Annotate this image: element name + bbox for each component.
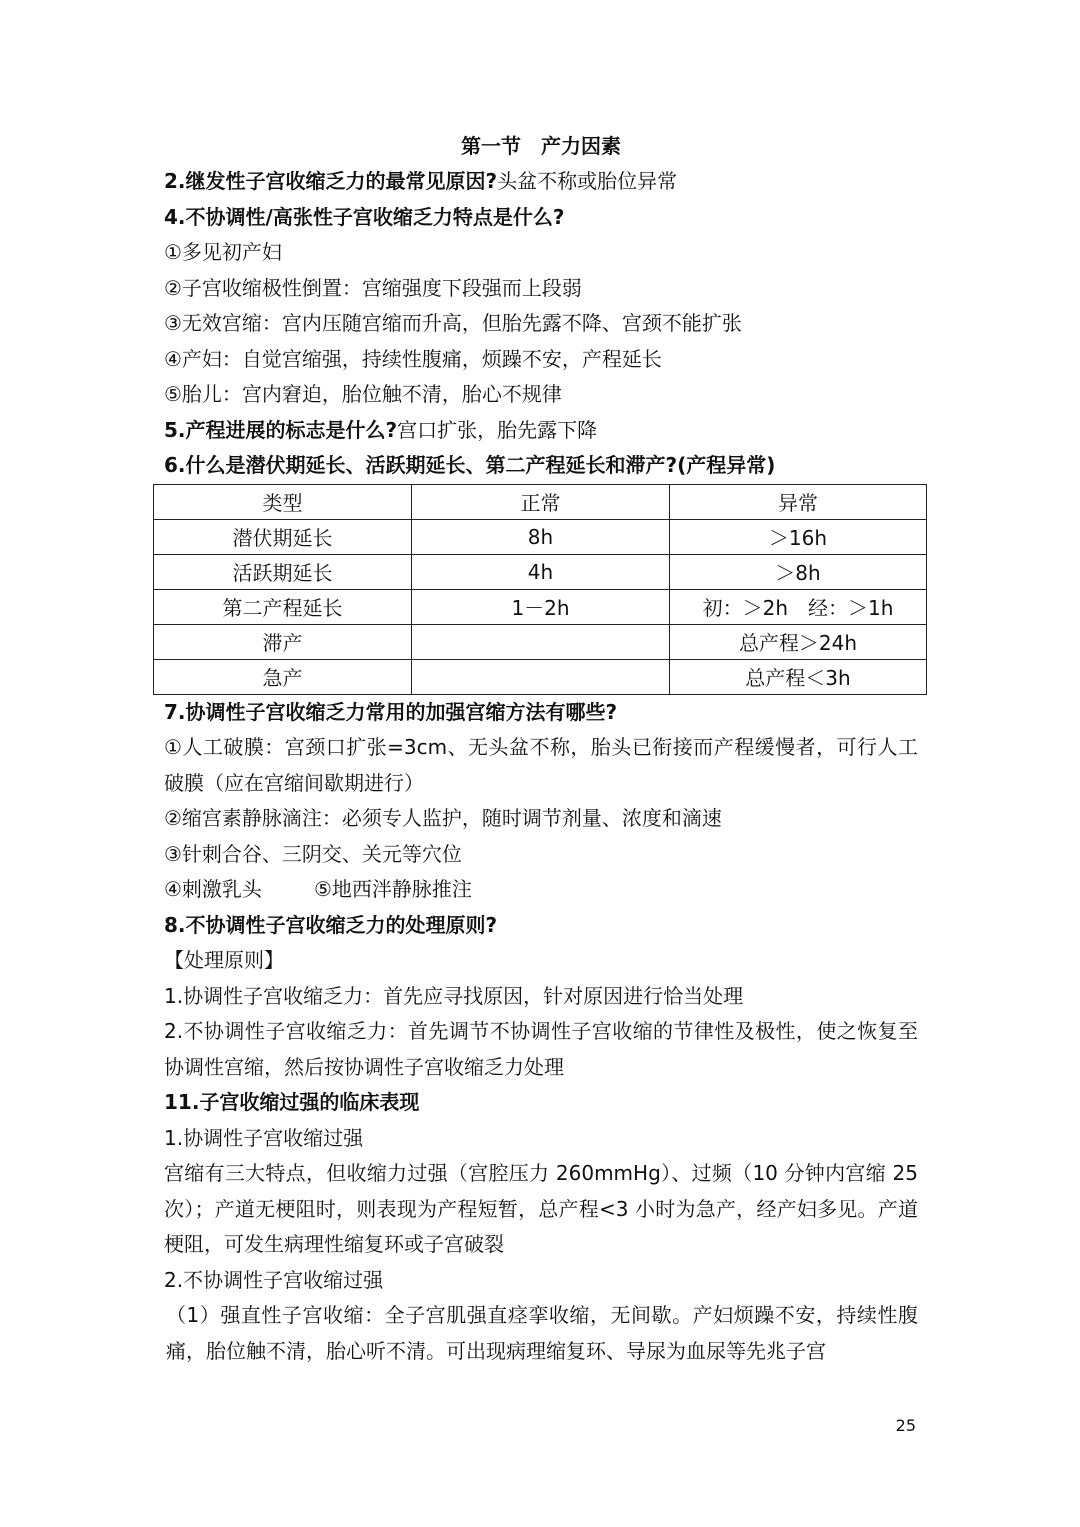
q7-item-2: ②缩宫素静脉滴注：必须专人监护，随时调节剂量、浓度和滴速 <box>164 806 722 830</box>
q7-items-4-5 <box>164 872 918 908</box>
table-cell: 潜伏期延长 <box>154 519 412 554</box>
table-cell: 8h <box>412 519 670 554</box>
table-cell: 急产 <box>154 659 412 694</box>
table-row <box>154 519 927 554</box>
section-title: 第一节 产力因素 <box>461 134 621 158</box>
table-cell: 总产程＜3h <box>670 659 927 694</box>
q6-question: 6.什么是潜伏期延长、活跃期延长、第二产程延长和滞产?(产程异常) <box>164 453 776 477</box>
q2-question: 2.继发性子宫收缩乏力的最常见原因? <box>164 169 498 193</box>
q11-subtext-2: （1）强直性子宫收缩：全子宫肌强直痉挛收缩，无间歇。产妇烦躁不安，持续性腹痛，胎位触不清，胎心听不清。可出现病理缩复环、导尿为血尿等先兆子宫 <box>166 1303 918 1363</box>
q7-item-5: ⑤地西泮静脉推注 <box>313 877 472 901</box>
table-cell: 第二产程延长 <box>154 589 412 624</box>
table-cell <box>412 659 670 694</box>
q2-line <box>164 164 918 200</box>
table-cell: 4h <box>412 554 670 589</box>
table-cell: 1－2h <box>412 589 670 624</box>
page-number: 25 <box>895 1416 916 1435</box>
q4-question: 4.不协调性/高张性子宫收缩乏力特点是什么? <box>164 204 565 229</box>
q7-item-3: ③针刺合谷、三阴交、关元等穴位 <box>164 841 462 866</box>
table-header-cell: 异常 <box>670 484 927 519</box>
table-row <box>154 554 927 589</box>
q8-point-2: 2.不协调性子宫收缩乏力：首先调节不协调性子宫收缩的节律性及极性，使之恢复至协调性宫缩，然后按协调性子宫收缩乏力处理 <box>164 1019 918 1079</box>
q8-point-1: 1.协调性子宫收缩乏力：首先应寻找原因，针对原因进行恰当处理 <box>164 983 744 1008</box>
table-row <box>154 624 927 659</box>
q4-item-3: ③无效宫缩：宫内压随宫缩而升高，但胎先露不降、宫颈不能扩张 <box>164 311 742 335</box>
q7-question: 7.协调性子宫收缩乏力常用的加强宫缩方法有哪些? <box>164 699 618 724</box>
table-cell: 滞产 <box>154 624 412 659</box>
q11-subheading-1: 1.协调性子宫收缩过强 <box>164 1125 364 1150</box>
table-cell: ＞16h <box>670 519 927 554</box>
q5-answer: 宫口扩张，胎先露下降 <box>397 417 598 442</box>
q4-item-2: ②子宫收缩极性倒置：宫缩强度下段强而上段弱 <box>164 275 582 300</box>
q7-item-1: ①人工破膜：宫颈口扩张=3cm、无头盆不称，胎头已衔接而产程缓慢者，可行人工破膜（应在宫缩间歇期进行） <box>164 735 918 795</box>
q2-answer: 头盆不称或胎位异常 <box>497 169 678 193</box>
q11-question: 11.子宫收缩过强的临床表现 <box>164 1090 420 1114</box>
document-page <box>164 128 918 1369</box>
table-cell: 总产程＞24h <box>670 624 927 659</box>
table-header-row <box>154 484 927 519</box>
table-cell: 初：＞2h 经：＞1h <box>670 589 927 624</box>
table-row <box>154 589 927 624</box>
table-cell <box>412 624 670 659</box>
q11-subheading-2: 2.不协调性子宫收缩过强 <box>164 1267 384 1292</box>
q8-question: 8.不协调性子宫收缩乏力的处理原则? <box>164 912 498 937</box>
q11-subtext-1: 宫缩有三大特点，但收缩力过强（宫腔压力 260mmHg）、过频（10 分钟内宫缩 25 次）；产道无梗阻时，则表现为产程短暂，总产程<3 小时为急产，经产妇多见。产道梗阻，可发生病理性缩复环或子宫破裂 <box>164 1161 918 1256</box>
q4-item-1: ①多见初产妇 <box>164 240 282 264</box>
q5-question: 5.产程进展的标志是什么? <box>164 417 398 442</box>
q5-line <box>164 413 918 449</box>
labor-abnormality-table <box>153 484 927 695</box>
q7-item-4: ④刺激乳头 <box>164 877 262 901</box>
q4-item-4: ④产妇：自觉宫缩强，持续性腹痛，烦躁不安，产程延长 <box>164 346 662 371</box>
q4-item-5: ⑤胎儿：宫内窘迫，胎位触不清，胎心不规律 <box>164 382 562 406</box>
table-header-cell: 正常 <box>412 484 670 519</box>
table-cell: ＞8h <box>670 554 927 589</box>
q8-label: 【处理原则】 <box>164 948 284 972</box>
table-cell: 活跃期延长 <box>154 554 412 589</box>
table-header-cell: 类型 <box>154 484 412 519</box>
table-row <box>154 659 927 694</box>
